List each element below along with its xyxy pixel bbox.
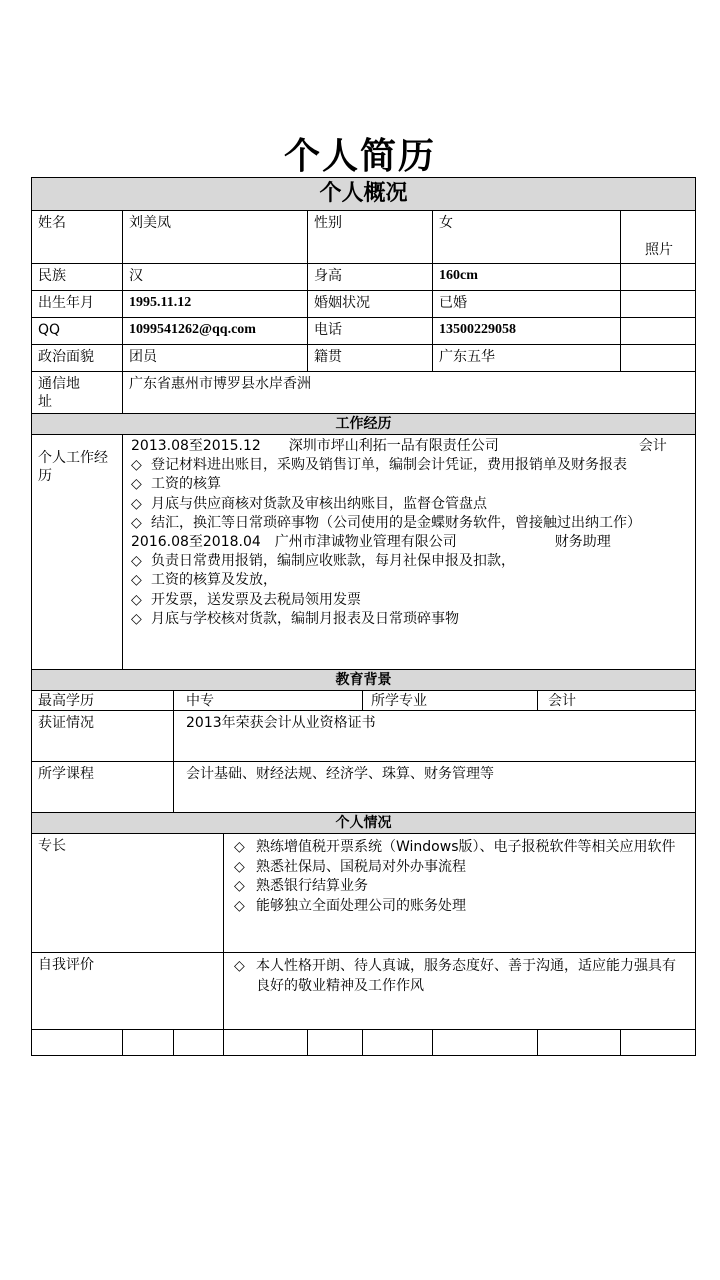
address-value: 广东省惠州市博罗县水岸香洲 (123, 372, 696, 414)
phone-value: 13500229058 (433, 318, 621, 345)
job1-item: ◇ 工资的核算 (131, 475, 695, 494)
diamond-icon: ◇ (131, 591, 142, 608)
section-personal: 个人情况 (32, 813, 696, 834)
eval-label: 自我评价 (32, 953, 224, 1030)
photo-cell (621, 264, 696, 291)
major-label: 所学专业 (363, 691, 538, 711)
diamond-icon: ◇ (234, 839, 245, 855)
section-overview: 个人概况 (32, 178, 696, 211)
skills-label: 专长 (32, 834, 224, 953)
empty-cell (538, 1030, 621, 1056)
resume-table (31, 177, 696, 1056)
political-value: 团员 (123, 345, 308, 372)
origin-value: 广东五华 (433, 345, 621, 372)
work-label: 个人工作经历 (32, 435, 123, 670)
list-item: ◇ 熟悉社保局、国税局对外办事流程 (234, 858, 689, 878)
gender-value: 女 (433, 211, 621, 264)
phone-label: 电话 (308, 318, 433, 345)
cert-label: 获证情况 (32, 711, 174, 762)
diamond-icon: ◇ (234, 897, 245, 914)
diamond-icon: ◇ (234, 958, 245, 974)
diamond-icon: ◇ (131, 610, 142, 627)
diamond-icon: ◇ (234, 858, 245, 875)
marital-value: 已婚 (433, 291, 621, 318)
ethnicity-value: 汉 (123, 264, 308, 291)
job2-item: ◇ 开发票，送发票及去税局领用发票 (131, 591, 695, 610)
diamond-icon: ◇ (131, 495, 142, 512)
diamond-icon: ◇ (131, 514, 142, 531)
origin-label: 籍贯 (308, 345, 433, 372)
name-label: 姓名 (32, 211, 123, 264)
diamond-icon: ◇ (131, 476, 142, 493)
ethnicity-label: 民族 (32, 264, 123, 291)
job1-item: ◇ 结汇，换汇等日常琐碎事物（公司使用的是金蝶财务软件，曾接触过出纳工作） (131, 514, 695, 533)
major-value: 会计 (538, 691, 696, 711)
photo-placeholder: 照片 (621, 211, 696, 264)
marital-label: 婚姻状况 (308, 291, 433, 318)
address-label: 通信地址 (32, 372, 123, 414)
cert-value: 2013年荣获会计从业资格证书 (174, 711, 696, 762)
degree-label: 最高学历 (32, 691, 174, 711)
diamond-icon: ◇ (131, 572, 142, 589)
empty-cell (308, 1030, 363, 1056)
empty-cell (621, 1030, 696, 1056)
job1-item: ◇ 月底与供应商核对货款及审核出纳账目，监督仓管盘点 (131, 495, 695, 514)
job2-item: ◇ 工资的核算及发放， (131, 571, 695, 590)
photo-cell (621, 318, 696, 345)
section-education: 教育背景 (32, 670, 696, 691)
name-value: 刘美凤 (123, 211, 308, 264)
diamond-icon: ◇ (131, 457, 142, 474)
empty-cell (32, 1030, 123, 1056)
skills-list (224, 834, 696, 953)
job1-header: 2013.08至2015.12 深圳市坪山利拓一品有限责任公司 会计 (131, 438, 667, 454)
work-history (123, 435, 696, 670)
job1-item: ◇ 登记材料进出账目，采购及销售订单，编制会计凭证，费用报销单及财务报表 (131, 456, 695, 475)
resume-sheet (31, 177, 695, 1056)
empty-cell (174, 1030, 224, 1056)
eval-list (224, 953, 696, 1030)
job2-item: ◇ 负责日常费用报销，编制应收账款，每月社保申报及扣款， (131, 552, 695, 571)
job2-item: ◇ 月底与学校核对货款，编制月报表及日常琐碎事物 (131, 610, 695, 629)
photo-cell (621, 345, 696, 372)
empty-cell (433, 1030, 538, 1056)
empty-cell (363, 1030, 433, 1056)
photo-cell (621, 291, 696, 318)
list-item: ◇ 熟悉银行结算业务 (234, 877, 689, 897)
gender-label: 性别 (308, 211, 433, 264)
birth-value: 1995.11.12 (123, 291, 308, 318)
section-work: 工作经历 (32, 414, 696, 435)
resume-title: 个人简历 (283, 136, 436, 177)
list-item: ◇ 能够独立全面处理公司的账务处理 (234, 897, 689, 917)
empty-cell (224, 1030, 308, 1056)
job2-header: 2016.08至2018.04 广州市津诚物业管理有限公司 财务助理 (131, 534, 611, 551)
courses-label: 所学课程 (32, 762, 174, 813)
diamond-icon: ◇ (131, 553, 142, 570)
height-value: 160cm (433, 264, 621, 291)
qq-value: 1099541262@qq.com (123, 318, 308, 345)
qq-label: QQ (32, 318, 123, 345)
diamond-icon: ◇ (234, 878, 245, 894)
list-item: ◇ 本人性格开朗、待人真诚，服务态度好、善于沟通，适应能力强具有良好的敬业精神及工作作风 (234, 957, 689, 996)
empty-cell (123, 1030, 174, 1056)
birth-label: 出生年月 (32, 291, 123, 318)
political-label: 政治面貌 (32, 345, 123, 372)
list-item: ◇ 熟练增值税开票系统（Windows版）、电子报税软件等相关应用软件 (234, 838, 689, 858)
height-label: 身高 (308, 264, 433, 291)
courses-value: 会计基础、财经法规、经济学、珠算、财务管理等 (174, 762, 696, 813)
degree-value: 中专 (174, 691, 363, 711)
